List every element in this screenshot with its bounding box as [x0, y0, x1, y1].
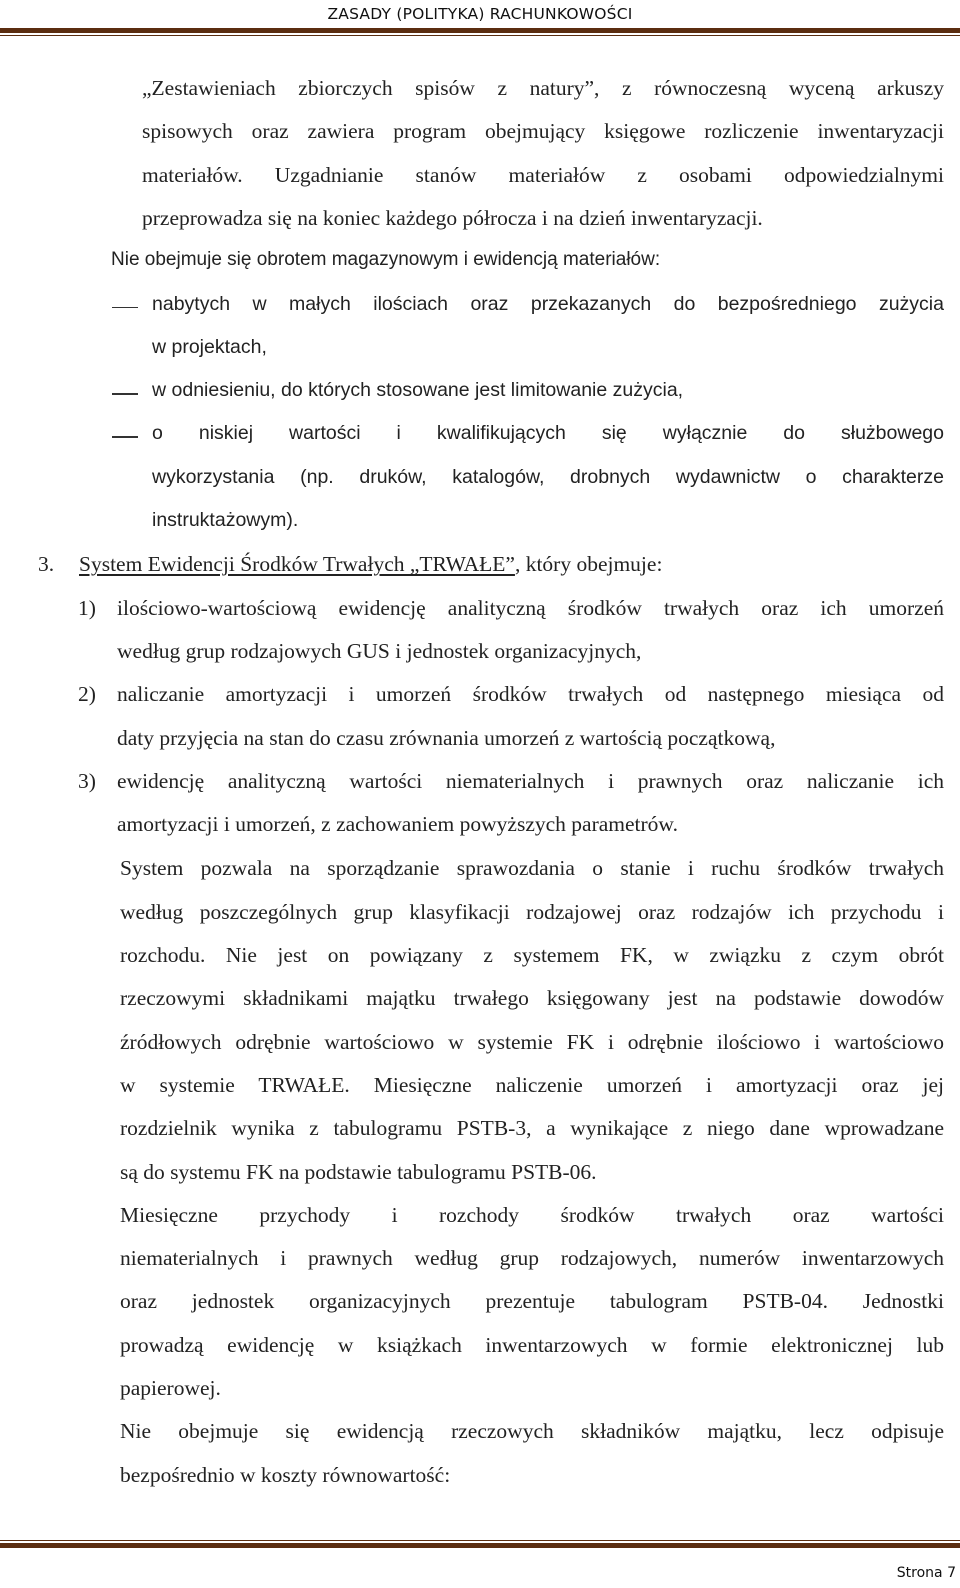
section-heading-suffix: , który obejmuje: [514, 552, 663, 577]
header-rule-thin [0, 35, 960, 36]
paragraph-line: Miesięczne przychody i rozchody środków trwałych oraz wartości [120, 1202, 944, 1227]
paragraph-line: są do systemu FK na podstawie tabulogramu PSTB-06. [120, 1159, 597, 1184]
paragraph-line: oraz jednostek organizacyjnych prezentuje tabulogram PSTB-04. Jednostki [120, 1289, 944, 1314]
dash-bullet-icon [112, 436, 138, 438]
paragraph-line: bezpośrednio w koszty równowartość: [120, 1462, 451, 1487]
numbered-item-line: ewidencję analityczną wartości niematerialnych i prawnych oraz naliczanie ich [117, 768, 944, 793]
section-heading-title: System Ewidencji Środków Trwałych „TRWAŁE” [79, 552, 515, 577]
list-item-line: o niskiej wartości i kwalifikujących się wyłącznie do służbowego [152, 422, 944, 445]
list-item-line: w projektach, [152, 335, 267, 358]
paragraph-line: „Zestawieniach zbiorczych spisów z natury”, z równoczesną wyceną arkuszy [142, 76, 944, 100]
paragraph-line: rzeczowymi składnikami majątku trwałego księgowany jest na podstawie dowodów [120, 986, 944, 1011]
numbered-item-marker: 2) [78, 682, 96, 707]
paragraph-line: według poszczególnych grup klasyfikacji rodzajowej oraz rodzajów ich przychodu i [120, 899, 944, 924]
exclusion-intro: Nie obejmuje się obrotem magazynowym i ewidencją materiałów: [111, 249, 661, 271]
list-item-line: w odniesieniu, do których stosowane jest limitowanie zużycia, [152, 379, 684, 402]
paragraph-line: spisowych oraz zawiera program obejmujący księgowe rozliczenie inwentaryzacji [142, 119, 944, 144]
numbered-item-marker: 3) [78, 768, 96, 793]
numbered-item-line: ilościowo-wartościową ewidencję analityczną środków trwałych oraz ich umorzeń [117, 595, 944, 620]
numbered-item-line: amortyzacji i umorzeń, z zachowaniem powyższych parametrów. [117, 812, 678, 837]
paragraph-line: rozdzielnik wynika z tabulogramu PSTB-3, a wynikające z niego dane wprowadzane [120, 1116, 944, 1141]
footer-rule-thick [0, 1543, 960, 1548]
numbered-item-line: daty przyjęcia na stan do czasu zrównania umorzeń z wartością początkową, [117, 725, 776, 750]
paragraph-line: papierowej. [120, 1376, 221, 1400]
list-item-line: nabytych w małych ilościach oraz przekazanych do bezpośredniego zużycia [152, 292, 944, 315]
paragraph-line: Nie obejmuje się ewidencją rzeczowych składników majątku, lecz odpisuje [120, 1419, 944, 1444]
paragraph-line: w systemie TRWAŁE. Miesięczne naliczenie umorzeń i amortyzacji oraz jej [120, 1072, 944, 1097]
paragraph-line: źródłowych odrębnie wartościowo w systemie FK i odrębnie ilościowo i wartościowo [120, 1029, 944, 1054]
dash-bullet-icon [112, 307, 138, 309]
page-header: ZASADY (POLITYKA) RACHUNKOWOŚCI [327, 5, 633, 23]
paragraph-line: System pozwala na sporządzanie sprawozdania o stanie i ruchu środków trwałych [120, 856, 944, 881]
paragraph-line: materiałów. Uzgadnianie stanów materiałów z osobami odpowiedzialnymi [142, 162, 944, 187]
section-number: 3. [38, 552, 55, 577]
dash-bullet-icon [112, 393, 138, 395]
paragraph-line: niematerialnych i prawnych według grup rodzajowych, numerów inwentarzowych [120, 1246, 944, 1271]
list-item-line: wykorzystania (np. druków, katalogów, drobnych wydawnictw o charakterze [152, 465, 944, 488]
footer-rule-thin [0, 1540, 960, 1541]
paragraph-line: prowadzą ewidencję w książkach inwentarzowych w formie elektronicznej lub [120, 1332, 944, 1357]
header-rule-thick [0, 28, 960, 33]
paragraph-line: rozchodu. Nie jest on powiązany z systemem FK, w związku z czym obrót [120, 943, 944, 967]
numbered-item-line: według grup rodzajowych GUS i jednostek organizacyjnych, [117, 638, 642, 663]
numbered-item-line: naliczanie amortyzacji i umorzeń środków trwałych od następnego miesiąca od [117, 682, 944, 707]
page-number: Strona 7 [896, 1565, 956, 1581]
paragraph-line: przeprowadza się na koniec każdego półrocza i na dzień inwentaryzacji. [142, 205, 763, 230]
numbered-item-marker: 1) [78, 595, 96, 620]
list-item-line: instruktażowym). [152, 509, 299, 531]
section-heading [79, 552, 662, 577]
